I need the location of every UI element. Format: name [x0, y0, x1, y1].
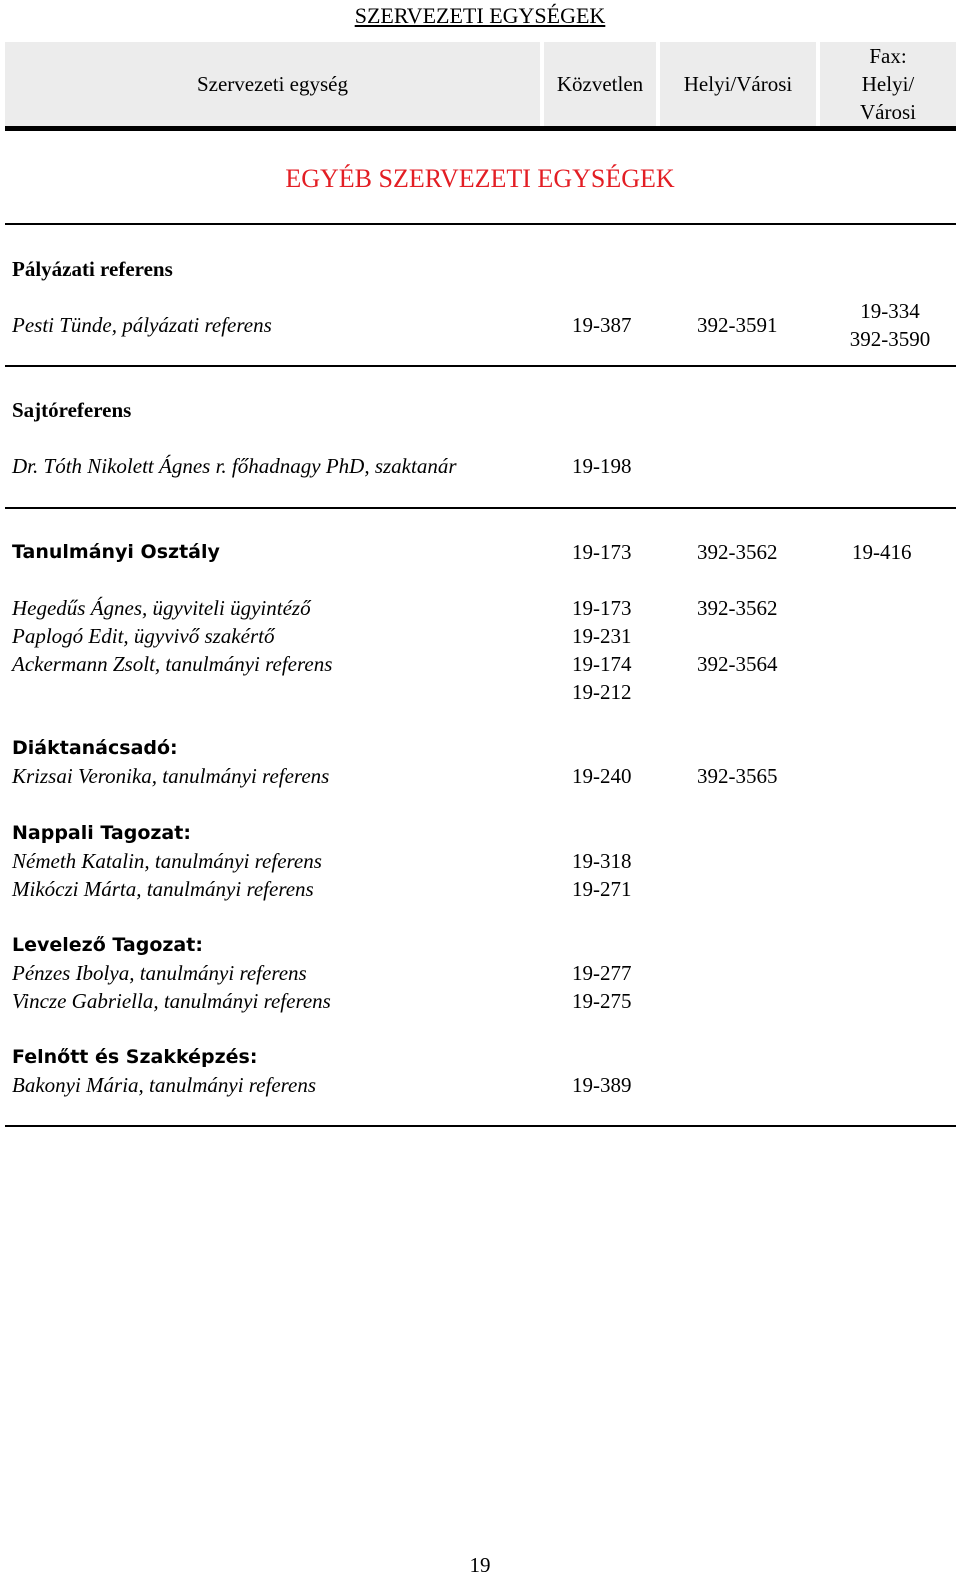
list-item-direct: 19-271 — [572, 877, 632, 901]
list-item-local: 392-3564 — [697, 652, 778, 676]
list-item-direct: 19-231 — [572, 624, 632, 648]
tanulmanyi-heading: Tanulmányi Osztály — [12, 541, 220, 563]
divider — [5, 365, 956, 367]
sajto-direct: 19-198 — [572, 454, 632, 478]
tanulmanyi-local: 392-3562 — [697, 540, 778, 564]
header-direct: Közvetlen — [544, 42, 656, 126]
diak-local: 392-3565 — [697, 764, 778, 788]
page-number: 19 — [469, 1553, 491, 1577]
sajto-person: Dr. Tóth Nikolett Ágnes r. főhadnagy PhD, szaktanár — [12, 454, 457, 478]
section-title: EGYÉB SZERVEZETI EGYSÉGEK — [285, 164, 675, 193]
list-item-person: Németh Katalin, tanulmányi referens — [12, 849, 322, 873]
diak-heading: Diáktanácsadó: — [12, 737, 178, 759]
list-item-direct: 19-174 — [572, 652, 632, 676]
divider — [5, 1125, 956, 1127]
divider — [5, 507, 956, 509]
header-unit: Szervezeti egység — [5, 42, 540, 126]
sajto-heading: Sajtóreferens — [12, 398, 132, 422]
palyazati-local: 392-3591 — [697, 313, 778, 337]
header-fax-line-3: Városi — [860, 100, 916, 124]
list-item-person: Ackermann Zsolt, tanulmányi referens — [12, 652, 333, 676]
list-item-direct: 19-277 — [572, 961, 632, 985]
felnott-direct: 19-389 — [572, 1073, 632, 1097]
list-item-person: Pénzes Ibolya, tanulmányi referens — [12, 961, 307, 985]
palyazati-heading: Pályázati referens — [12, 257, 173, 281]
felnott-heading: Felnőtt és Szakképzés: — [12, 1046, 258, 1068]
diak-direct: 19-240 — [572, 764, 632, 788]
list-item-local: 392-3562 — [697, 596, 778, 620]
list-item-direct: 19-275 — [572, 989, 632, 1013]
palyazati-person: Pesti Tünde, pályázati referens — [12, 313, 272, 337]
header-fax — [820, 42, 956, 126]
header-fax-line-2: Helyi/ — [861, 72, 915, 96]
list-item-person: Hegedűs Ágnes, ügyviteli ügyintéző — [12, 596, 311, 620]
list-item-person: Mikóczi Márta, tanulmányi referens — [12, 877, 314, 901]
felnott-person: Bakonyi Mária, tanulmányi referens — [12, 1073, 317, 1097]
tanulmanyi-direct: 19-173 — [572, 540, 632, 564]
list-item-direct: 19-212 — [572, 680, 632, 704]
list-item-person: Vincze Gabriella, tanulmányi referens — [12, 989, 331, 1013]
palyazati-fax-1: 19-334 — [860, 299, 920, 323]
divider — [5, 223, 956, 225]
levelezo-heading: Levelező Tagozat: — [12, 934, 203, 956]
list-item-person: Paplogó Edit, ügyvivő szakértő — [12, 624, 275, 648]
list-item-direct: 19-173 — [572, 596, 632, 620]
palyazati-direct: 19-387 — [572, 313, 632, 337]
header-local: Helyi/Városi — [660, 42, 816, 126]
page-title: SZERVEZETI EGYSÉGEK — [354, 3, 606, 28]
palyazati-fax-2: 392-3590 — [849, 327, 931, 351]
nappali-heading: Nappali Tagozat: — [12, 822, 191, 844]
table-header — [5, 42, 956, 132]
header-underline — [5, 126, 956, 131]
list-item-direct: 19-318 — [572, 849, 632, 873]
tanulmanyi-fax: 19-416 — [852, 540, 912, 564]
diak-person: Krizsai Veronika, tanulmányi referens — [12, 764, 330, 788]
header-fax-line-1: Fax: — [869, 44, 907, 68]
